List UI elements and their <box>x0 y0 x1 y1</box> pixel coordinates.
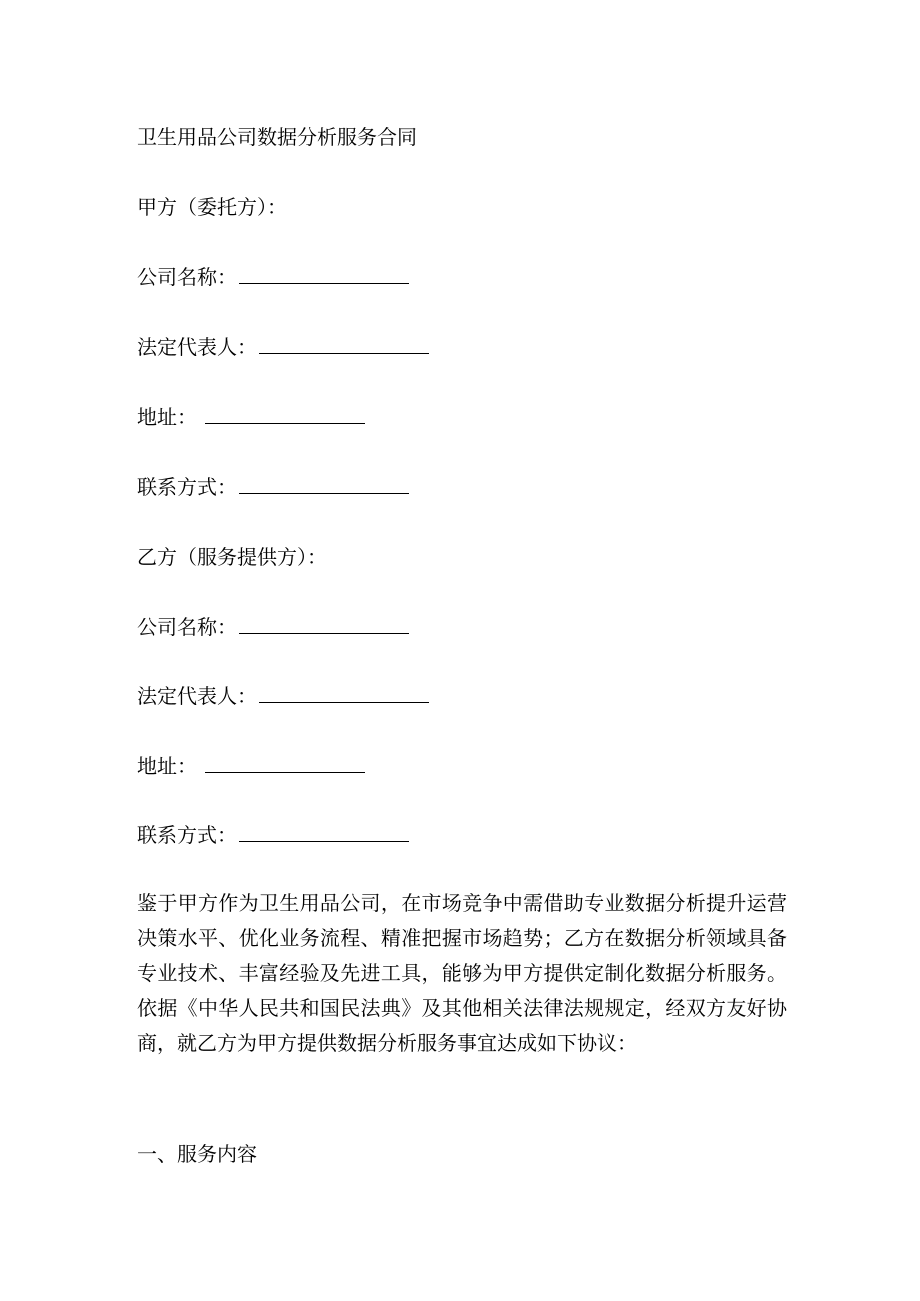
party-b-rep-label: 法定代表人： <box>137 684 257 708</box>
section-1-heading: 一、服务内容 <box>137 1142 257 1166</box>
party-b-company-label: 公司名称： <box>137 615 237 639</box>
party-b-heading: 乙方（服务提供方）： <box>137 545 327 569</box>
party-b-company-row <box>137 615 409 639</box>
party-a-address-label: 地址： <box>137 405 197 429</box>
party-b-rep-row <box>137 684 429 708</box>
party-a-contact-blank <box>239 475 409 494</box>
party-a-company-label: 公司名称： <box>137 265 237 289</box>
party-a-contact-row <box>137 475 409 499</box>
party-a-contact-label: 联系方式： <box>137 475 237 499</box>
party-a-address-blank <box>205 405 365 424</box>
party-b-company-blank <box>239 615 409 634</box>
party-a-heading: 甲方（委托方）： <box>137 195 287 219</box>
party-a-rep-blank <box>259 335 429 354</box>
party-a-company-blank <box>239 265 409 284</box>
party-a-rep-row <box>137 335 429 359</box>
party-b-rep-blank <box>259 684 429 703</box>
party-b-contact-blank <box>239 823 409 842</box>
party-b-contact-row <box>137 823 409 847</box>
contract-title: 卫生用品公司数据分析服务合同 <box>137 125 417 149</box>
party-b-address-label: 地址： <box>137 754 197 778</box>
party-b-address-row <box>137 754 365 778</box>
party-b-address-blank <box>205 754 365 773</box>
party-a-address-row <box>137 405 365 429</box>
party-a-company-row <box>137 265 409 289</box>
preamble-paragraph: 鉴于甲方作为卫生用品公司，在市场竞争中需借助专业数据分析提升运营决策水平、优化业务流程、精准把握市场趋势；乙方在数据分析领域具备专业技术、丰富经验及先进工具，能够为甲方提供定制化数据分析服务。依据《中华人民共和国民法典》及其他相关法律法规规定，经双方友好协商，就乙方为甲方提供数据分析服务事宜达成如下协议： <box>137 891 787 1055</box>
party-a-rep-label: 法定代表人： <box>137 335 257 359</box>
party-b-contact-label: 联系方式： <box>137 823 237 847</box>
